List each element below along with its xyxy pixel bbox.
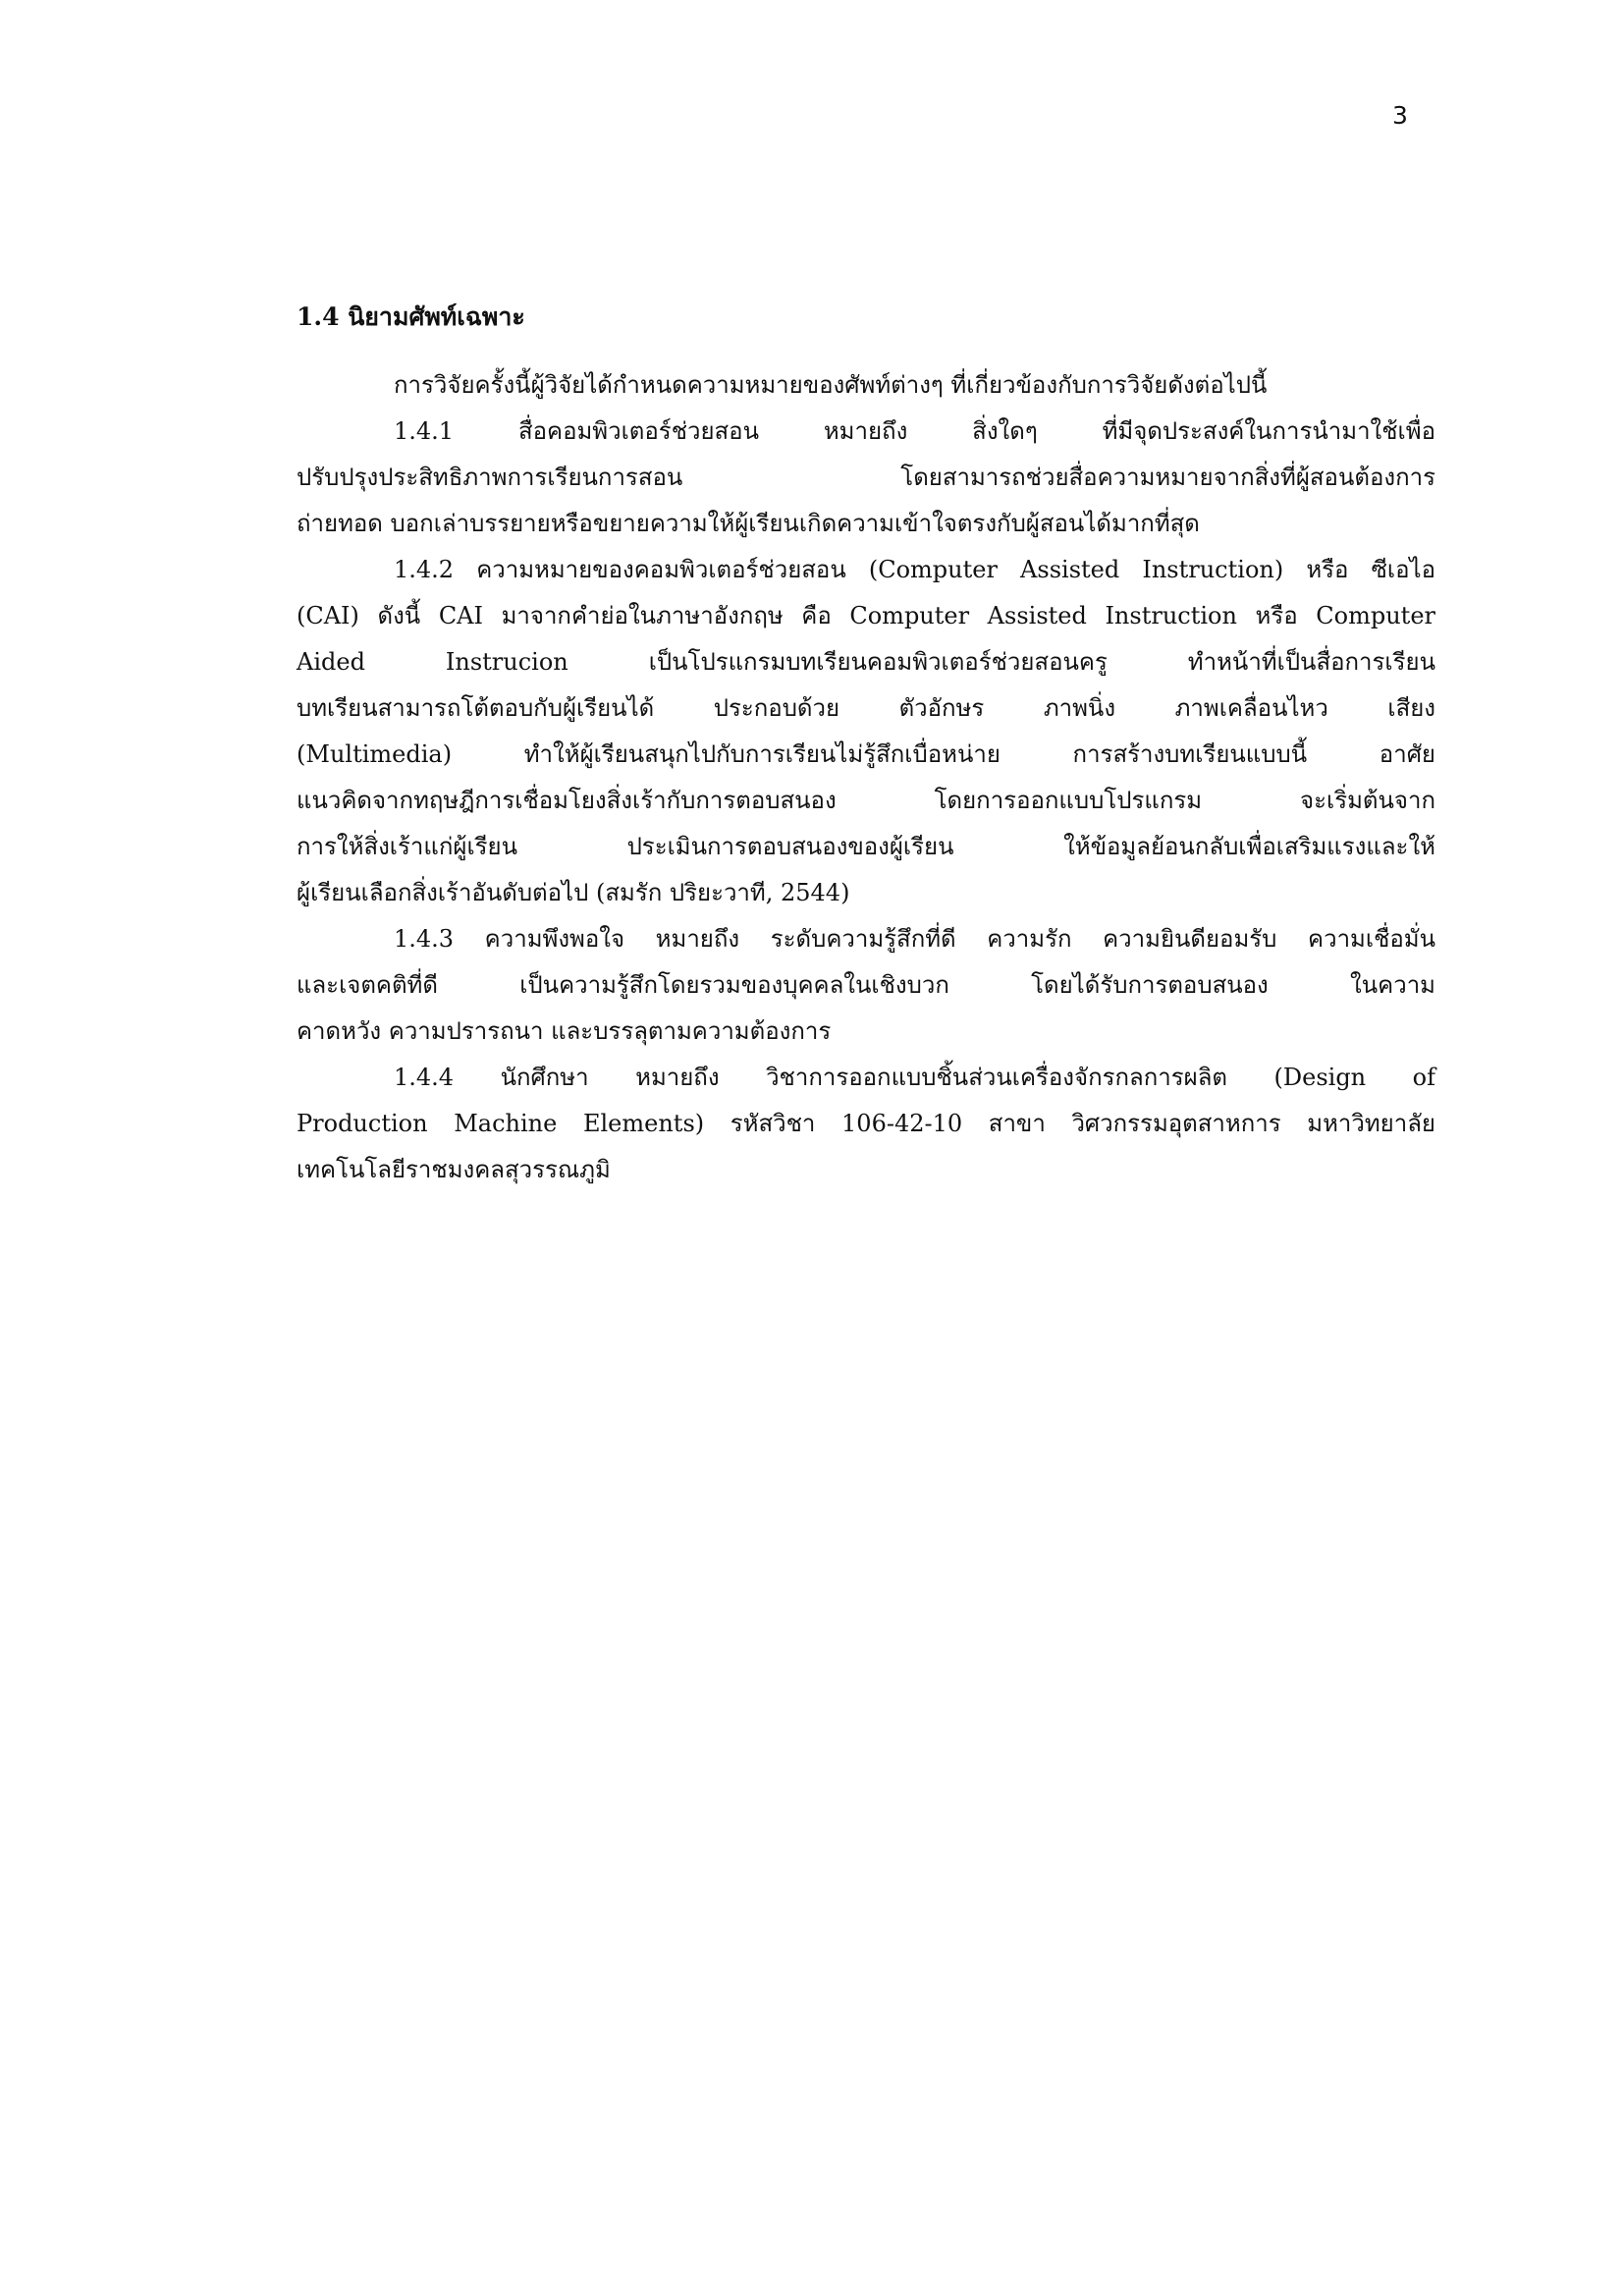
page-number: 3: [1392, 101, 1408, 130]
definition-line: (Multimedia) ทำให้ผู้เรียนสนุกไปกับการเรียนไม่รู้สึกเบื่อหน่าย การสร้างบทเรียนแบบนี้ อาศัย: [297, 740, 1435, 768]
definition-line: ถ่ายทอด บอกเล่าบรรยายหรือขยายความให้ผู้เรียนเกิดความเข้าใจตรงกับผู้สอนได้มากที่สุด: [297, 510, 1200, 537]
definition-1-4-1: [297, 409, 1435, 547]
definition-line: เทคโนโลยีราชมงคลสุวรรณภูมิ: [297, 1156, 611, 1183]
definition-line: ผู้เรียนเลือกสิ่งเร้าอันดับต่อไป (สมรัก ปริยะวาที, 2544): [297, 879, 850, 906]
definition-line: 1.4.2 ความหมายของคอมพิวเตอร์ช่วยสอน (Computer Assisted Instruction) หรือ ซีเอไอ: [394, 556, 1435, 583]
section-intro: [297, 362, 1435, 409]
definition-line: ปรับปรุงประสิทธิภาพการเรียนการสอน โดยสามารถช่วยสื่อความหมายจากสิ่งที่ผู้สอนต้องการ: [297, 464, 1435, 491]
definition-line: Aided Instrucion เป็นโปรแกรมบทเรียนคอมพิวเตอร์ช่วยสอนครู ทำหน้าที่เป็นสื่อการเรียน: [297, 648, 1435, 676]
definition-line: คาดหวัง ความปรารถนา และบรรลุตามความต้องการ: [297, 1017, 832, 1045]
definition-line: (CAI) ดังนี้ CAI มาจากคำย่อในภาษาอังกฤษ คือ Computer Assisted Instruction หรือ Computer: [297, 602, 1435, 629]
definition-1-4-2: [297, 547, 1435, 916]
definition-1-4-4: [297, 1055, 1435, 1193]
document-body: [297, 302, 1435, 1193]
definition-line: 1.4.4 นักศึกษา หมายถึง วิชาการออกแบบชิ้นส่วนเครื่องจักรกลการผลิต (Design of: [394, 1064, 1435, 1091]
definition-line: และเจตคติที่ดี เป็นความรู้สึกโดยรวมของบุคคลในเชิงบวก โดยได้รับการตอบสนอง ในความ: [297, 971, 1435, 999]
definition-line: การให้สิ่งเร้าแก่ผู้เรียน ประเมินการตอบสนองของผู้เรียน ให้ข้อมูลย้อนกลับเพื่อเสริมแรงและให้: [297, 833, 1435, 860]
definition-line: แนวคิดจากทฤษฎีการเชื่อมโยงสิ่งเร้ากับการตอบสนอง โดยการออกแบบโปรแกรม จะเริ่มต้นจาก: [297, 787, 1435, 814]
definition-line: บทเรียนสามารถโต้ตอบกับผู้เรียนได้ ประกอบด้วย ตัวอักษร ภาพนิ่ง ภาพเคลื่อนไหว เสียง: [297, 694, 1435, 722]
definition-1-4-3: [297, 916, 1435, 1055]
intro-line: การวิจัยครั้งนี้ผู้วิจัยได้กำหนดความหมายของศัพท์ต่างๆ ที่เกี่ยวข้องกับการวิจัยดังต่อไปนี้: [394, 371, 1268, 399]
section-title: 1.4 นิยามศัพท์เฉพาะ: [297, 302, 525, 331]
definition-line: 1.4.3 ความพึงพอใจ หมายถึง ระดับความรู้สึกที่ดี ความรัก ความยินดียอมรับ ความเชื่อมั่น: [394, 925, 1435, 953]
definition-line: 1.4.1 สื่อคอมพิวเตอร์ช่วยสอน หมายถึง สิ่งใดๆ ที่มีจุดประสงค์ในการนำมาใช้เพื่อ: [394, 417, 1435, 445]
definition-line: Production Machine Elements) รหัสวิชา 106-42-10 สาขา วิศวกรรมอุตสาหการ มหาวิทยาลัย: [297, 1110, 1435, 1137]
